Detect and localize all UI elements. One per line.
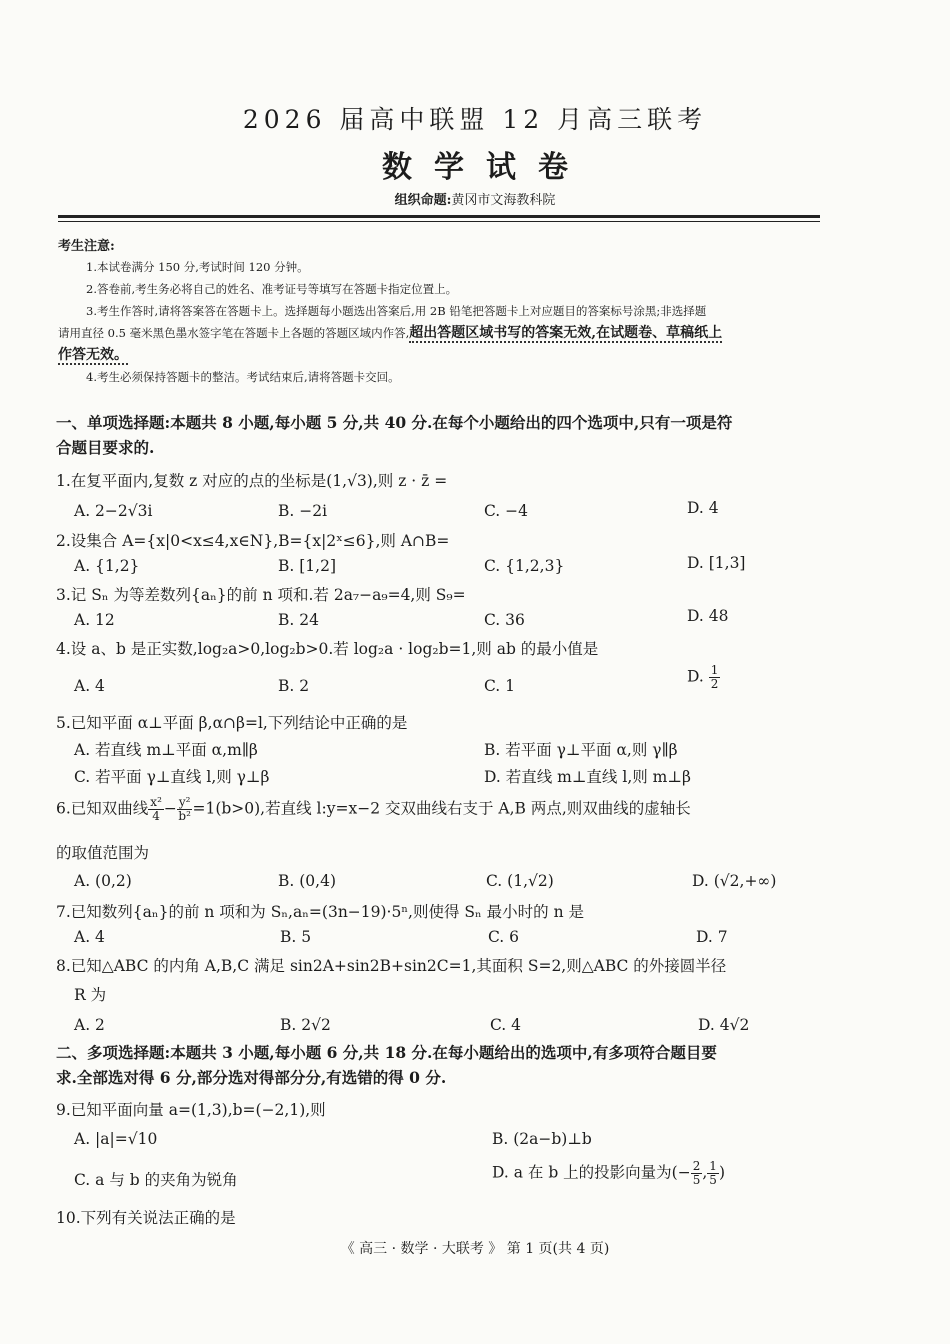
question-7-stem: 7.已知数列{aₙ}的前 n 项和为 Sₙ,aₙ=(3n−19)·5ⁿ,则使得 Sₙ 最小时的 n 是 <box>56 903 584 921</box>
fraction-numerator: x² <box>150 795 162 809</box>
q9-option-d-text: D. a 在 b 上的投影向量为(− <box>492 1163 691 1182</box>
q9-fraction-2 <box>707 1160 719 1187</box>
header-rule-thin <box>58 221 820 222</box>
q3-option-d: D. 48 <box>687 607 729 625</box>
question-9-stem: 9.已知平面向量 a=(1,3),b=(−2,1),则 <box>56 1101 326 1119</box>
question-1-stem: 1.在复平面内,复数 z 对应的点的坐标是(1,√3),则 z · z̄ = <box>56 472 448 490</box>
section-1-line-2: 合题目要求的. <box>56 438 155 457</box>
q6-option-d: D. (√2,+∞) <box>692 872 777 890</box>
q9-comma: , <box>702 1163 708 1182</box>
q6-fraction-x <box>148 796 164 823</box>
q4-option-c: C. 1 <box>484 677 516 695</box>
q8-option-b: B. 2√2 <box>280 1016 331 1034</box>
question-5-stem: 5.已知平面 α⊥平面 β,α∩β=l,下列结论中正确的是 <box>56 714 408 732</box>
notice-heading: 考生注意: <box>58 239 115 254</box>
question-3-stem: 3.记 Sₙ 为等差数列{aₙ}的前 n 项和.若 2a₇−a₉=4,则 S₉= <box>56 586 466 604</box>
q7-option-a: A. 4 <box>74 928 105 946</box>
q9-option-d <box>492 1160 725 1187</box>
q4-option-d-label: D. <box>687 667 704 686</box>
q6-option-c: C. (1,√2) <box>486 872 554 890</box>
q8-option-a: A. 2 <box>74 1016 105 1034</box>
section-1-line-1: 一、单项选择题:本题共 8 小题,每小题 5 分,共 40 分.在每个小题给出的四个选项中,只有一项是符 <box>56 413 733 432</box>
q9-option-a: A. |a|=√10 <box>74 1130 158 1148</box>
fraction-numerator: 1 <box>709 1159 717 1173</box>
q1-option-a: A. 2−2√3i <box>74 502 153 520</box>
question-8-stem: 8.已知△ABC 的内角 A,B,C 满足 sin2A+sin2B+sin2C=1,其面积 S=2,则△ABC 的外接圆半径 <box>56 957 727 975</box>
question-10-stem: 10.下列有关说法正确的是 <box>56 1209 236 1227</box>
fraction-numerator: y² <box>178 795 191 809</box>
question-6-stem <box>56 796 856 823</box>
question-8-stem-line-2: R 为 <box>74 986 107 1004</box>
q4-option-d <box>687 664 720 691</box>
q3-option-a: A. 12 <box>74 611 115 629</box>
q4-option-b: B. 2 <box>278 677 310 695</box>
q9-fraction-1 <box>691 1160 703 1187</box>
fraction-denominator: 2 <box>710 677 719 691</box>
fraction-numerator: 2 <box>692 1159 701 1173</box>
q6-stem-prefix: 6.已知双曲线 <box>56 799 149 818</box>
q5-option-b: B. 若平面 γ⊥平面 α,则 γ∥β <box>484 741 678 759</box>
header-rule-thick <box>58 215 820 218</box>
q6-fraction-y <box>177 796 193 823</box>
q5-option-d: D. 若直线 m⊥直线 l,则 m⊥β <box>484 768 691 786</box>
notice-item-3-text: 请用直径 0.5 毫米黑色墨水签字笔在答题卡上各题的答题区域内作答, <box>58 326 410 340</box>
organizer-value: 黄冈市文海教科院 <box>451 193 556 208</box>
organizer-line <box>0 189 950 208</box>
fraction-numerator: 1 <box>710 663 719 677</box>
notice-item-4: 4.考生必须保持答题卡的整洁。考试结束后,请将答题卡交回。 <box>86 370 400 384</box>
question-2-stem: 2.设集合 A={x|0<x≤4,x∈N},B={x|2ˣ≤6},则 A∩B= <box>56 532 450 550</box>
q3-option-b: B. 24 <box>278 611 319 629</box>
section-2-line-2: 求.全部选对得 6 分,部分选对得部分分,有选错的得 0 分. <box>56 1068 447 1087</box>
q5-option-a: A. 若直线 m⊥平面 α,m∥β <box>74 741 258 759</box>
q2-option-a: A. {1,2} <box>74 557 140 575</box>
exam-title: 2026 届高中联盟 12 月高三联考 <box>242 105 708 134</box>
q4-option-d-fraction <box>709 664 721 691</box>
notice-item-3-emphasis: 超出答题区域书写的答案无效,在试题卷、草稿纸上 <box>409 325 723 341</box>
subject-title: 数学试卷 <box>382 150 590 185</box>
q9-option-c: C. a 与 b 的夹角为锐角 <box>74 1171 238 1189</box>
q9-close-paren: ) <box>718 1163 725 1182</box>
q6-stem-suffix: =1(b>0),若直线 l:y=x−2 交双曲线右支于 A,B 两点,则双曲线的虚轴长 <box>192 799 691 818</box>
section-2-heading <box>56 1040 846 1090</box>
page-footer: 《 高三 · 数学 · 大联考 》 第 1 页(共 4 页) <box>340 1241 610 1257</box>
organizer-label: 组织命题: <box>394 193 452 208</box>
fraction-denominator: 5 <box>709 1173 717 1187</box>
fraction-denominator: b² <box>178 809 191 823</box>
q2-option-b: B. [1,2] <box>278 557 336 575</box>
notice-block <box>58 238 848 388</box>
fraction-denominator: 5 <box>692 1173 701 1187</box>
fraction-denominator: 4 <box>152 809 160 823</box>
q1-option-b: B. −2i <box>278 502 328 520</box>
q1-option-d: D. 4 <box>687 499 719 517</box>
section-2-line-1: 二、多项选择题:本题共 3 小题,每小题 6 分,共 18 分.在每小题给出的选项中,有多项符合题目要 <box>56 1043 717 1062</box>
section-1-heading <box>56 410 846 460</box>
q6-minus-sign: − <box>163 799 177 818</box>
q5-option-c: C. 若平面 γ⊥直线 l,则 γ⊥β <box>74 768 270 786</box>
notice-item-2: 2.答卷前,考生务必将自己的姓名、准考证号等填写在答题卡指定位置上。 <box>86 282 458 296</box>
q6-option-b: B. (0,4) <box>278 872 336 890</box>
q9-option-b: B. (2a−b)⊥b <box>492 1130 592 1148</box>
question-6-stem-line-2: 的取值范围为 <box>56 844 150 862</box>
notice-item-1: 1.本试卷满分 150 分,考试时间 120 分钟。 <box>86 260 309 274</box>
q7-option-b: B. 5 <box>280 928 312 946</box>
q7-option-c: C. 6 <box>488 928 520 946</box>
q7-option-d: D. 7 <box>696 928 728 946</box>
notice-item-3-end <box>58 344 848 366</box>
q3-option-c: C. 36 <box>484 611 525 629</box>
q6-option-a: A. (0,2) <box>74 872 132 890</box>
q8-option-d: D. 4√2 <box>698 1016 750 1034</box>
notice-item-3: 3.考生作答时,请将答案答在答题卡上。选择题每小题选出答案后,用 2B 铅笔把答题卡上对应题目的答案标号涂黑;非选择题 <box>86 304 707 318</box>
question-4-stem: 4.设 a、b 是正实数,log₂a>0,log₂b>0.若 log₂a · log₂b=1,则 ab 的最小值是 <box>56 640 599 658</box>
notice-item-3-cont <box>58 322 848 344</box>
notice-item-3-emphasis-end: 作答无效。 <box>58 347 128 363</box>
q2-option-c: C. {1,2,3} <box>484 557 565 575</box>
q1-option-c: C. −4 <box>484 502 529 520</box>
q4-option-a: A. 4 <box>74 677 105 695</box>
q2-option-d: D. [1,3] <box>687 554 746 572</box>
q8-option-c: C. 4 <box>490 1016 522 1034</box>
